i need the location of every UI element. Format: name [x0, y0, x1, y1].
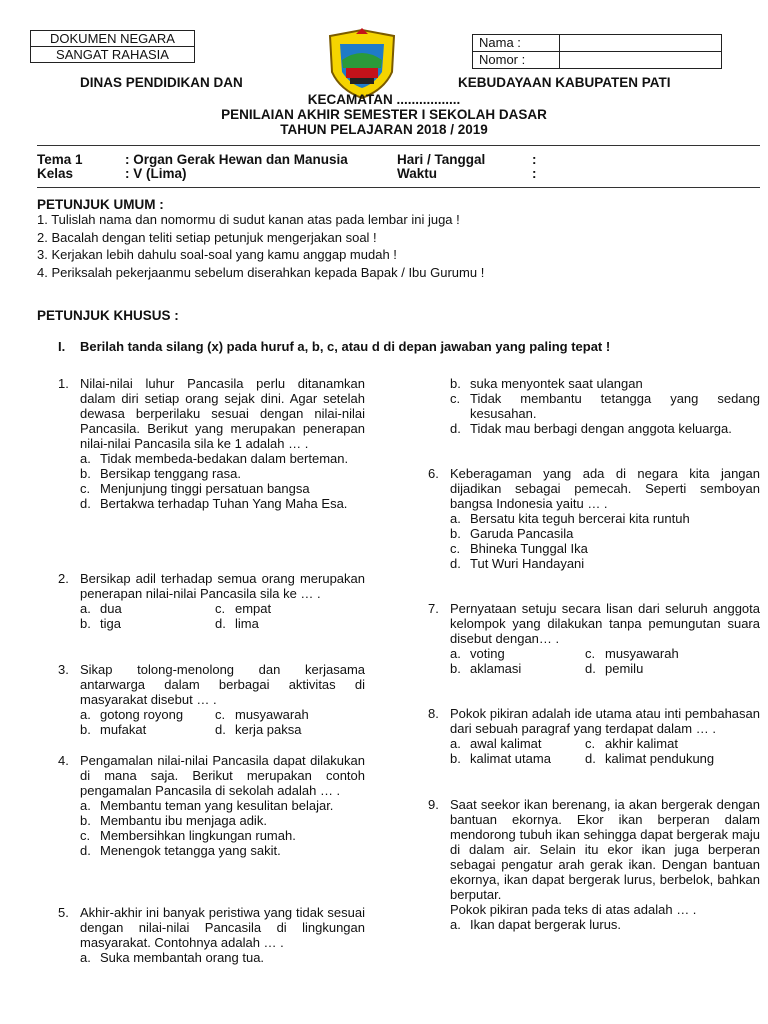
question-number: 3. — [58, 662, 69, 677]
question-5 — [58, 905, 365, 965]
option-text: Tidak membantu tetangga yang sedang kesusahan. — [470, 391, 760, 421]
option-letter: d. — [585, 661, 596, 676]
answer-option[interactable] — [450, 421, 760, 436]
answer-option[interactable] — [585, 736, 760, 751]
answer-option[interactable] — [585, 661, 760, 676]
answer-option[interactable] — [450, 526, 760, 541]
general-item: 1. Tulislah nama dan nomormu di sudut kanan atas pada lembar ini juga ! — [37, 212, 460, 227]
answer-option[interactable] — [215, 722, 365, 737]
question-text: Pokok pikiran adalah ide utama atau inti pembahasan dari sebuah paragraf yang terdapat dalam … . — [450, 706, 760, 736]
option-letter: d. — [450, 556, 461, 571]
option-letter: a. — [80, 707, 91, 722]
option-letter: b. — [450, 751, 461, 766]
option-letter: a. — [450, 917, 461, 932]
option-letter: a. — [450, 646, 461, 661]
question-7 — [428, 601, 760, 676]
theme-label: Tema 1 — [37, 152, 83, 167]
school-year: TAHUN PELAJARAN 2018 / 2019 — [280, 122, 488, 137]
answer-option[interactable] — [80, 707, 215, 722]
question-number: 2. — [58, 571, 69, 586]
option-text: Bersatu kita teguh bercerai kita runtuh — [470, 511, 690, 526]
option-text: lima — [235, 616, 259, 631]
option-letter: a. — [80, 950, 91, 965]
option-letter: d. — [80, 496, 91, 511]
option-text: pemilu — [605, 661, 644, 676]
option-letter: b. — [80, 813, 91, 828]
option-text: Tut Wuri Handayani — [470, 556, 585, 571]
option-text: voting — [470, 646, 505, 661]
option-letter: a. — [80, 601, 91, 616]
answer-option[interactable] — [80, 466, 365, 481]
answer-option[interactable] — [80, 798, 365, 813]
answer-option[interactable] — [450, 736, 585, 751]
divider — [37, 145, 760, 146]
name-field[interactable] — [560, 35, 721, 51]
answer-grid — [450, 736, 760, 766]
option-text: Suka membantah orang tua. — [100, 950, 265, 965]
option-text: tiga — [100, 616, 121, 631]
classification-box — [30, 30, 195, 63]
answer-option[interactable] — [80, 828, 365, 843]
option-text: empat — [235, 601, 272, 616]
answer-option[interactable] — [80, 616, 215, 631]
number-field[interactable] — [560, 52, 721, 68]
option-text: Menjunjung tinggi persatuan bangsa — [100, 481, 310, 496]
instruction-text: Berilah tanda silang (x) pada huruf a, b, c, atau d di depan jawaban yang paling tepat ! — [80, 339, 611, 354]
option-letter: a. — [80, 798, 91, 813]
day-value: : — [532, 152, 537, 167]
answer-option[interactable] — [585, 751, 760, 766]
option-text: musyawarah — [605, 646, 679, 661]
option-text: Bertakwa terhadap Tuhan Yang Maha Esa. — [100, 496, 348, 511]
option-letter: d. — [450, 421, 461, 436]
option-text: Membersihkan lingkungan rumah. — [100, 828, 296, 843]
question-number: 5. — [58, 905, 69, 920]
question-text: Bersikap adil terhadap semua orang merupakan penerapan nilai-nilai Pancasila sila ke … . — [80, 571, 365, 601]
question-text: Pernyataan setuju secara lisan dari seluruh anggota kelompok yang dilakukan tanpa pemungutan suara disebut dengan… . — [450, 601, 760, 646]
option-text: Membantu ibu menjaga adik. — [100, 813, 267, 828]
exam-title: PENILAIAN AKHIR SEMESTER I SEKOLAH DASAR — [221, 107, 547, 122]
answer-option[interactable] — [80, 813, 365, 828]
agency-right: KEBUDAYAAN KABUPATEN PATI — [458, 75, 671, 90]
option-text: Garuda Pancasila — [470, 526, 574, 541]
general-title: PETUNJUK UMUM : — [37, 197, 164, 212]
option-letter: c. — [450, 541, 461, 556]
question-3 — [58, 662, 365, 737]
option-text: Bhineka Tunggal Ika — [470, 541, 588, 556]
option-letter: c. — [215, 707, 226, 722]
question-4 — [58, 753, 365, 858]
option-text: gotong royong — [100, 707, 184, 722]
question-text: Nilai-nilai luhur Pancasila perlu ditanamkan dalam diri setiap orang sejak dini. Agar setelah dewasa berperilaku sesuai dengan nilai-nilai Pancasila. Berikut yang merupakan penerapan nilai-nilai Pancasila sila ke 1 adalah … . — [80, 376, 365, 451]
general-item: 3. Kerjakan lebih dahulu soal-soal yang kamu anggap mudah ! — [37, 247, 397, 262]
option-letter: b. — [80, 466, 91, 481]
option-letter: b. — [450, 661, 461, 676]
option-text: kalimat utama — [470, 751, 551, 766]
instruction-number: I. — [58, 339, 66, 354]
name-label: Nama : — [473, 35, 560, 51]
option-text: Bersikap tenggang rasa. — [100, 466, 241, 481]
question-number: 4. — [58, 753, 69, 768]
question-number: 7. — [428, 601, 439, 616]
answer-option[interactable] — [215, 601, 365, 616]
answer-grid — [450, 646, 760, 676]
general-item: 4. Periksalah pekerjaanmu sebelum diserahkan kepada Bapak / Ibu Gurumu ! — [37, 265, 485, 280]
option-letter: c. — [215, 601, 226, 616]
option-text: Membantu teman yang kesulitan belajar. — [100, 798, 334, 813]
general-item: 2. Bacalah dengan teliti setiap petunjuk mengerjakan soal ! — [37, 230, 377, 245]
option-text: Ikan dapat bergerak lurus. — [470, 917, 622, 932]
answer-option[interactable] — [450, 391, 760, 421]
answer-option[interactable] — [80, 601, 215, 616]
regency-logo — [324, 28, 400, 100]
option-letter: c. — [585, 736, 596, 751]
special-title: PETUNJUK KHUSUS : — [37, 308, 179, 323]
question-8 — [428, 706, 760, 766]
option-letter: a. — [80, 451, 91, 466]
answer-option[interactable] — [450, 661, 585, 676]
question-5-cont — [428, 376, 760, 436]
option-letter: b. — [80, 616, 91, 631]
question-prompt: Pokok pikiran pada teks di atas adalah … . — [450, 902, 697, 917]
answer-option[interactable] — [80, 451, 365, 466]
question-1 — [58, 376, 365, 511]
option-letter: b. — [80, 722, 91, 737]
option-text: Tidak membeda-bedakan dalam berteman. — [100, 451, 349, 466]
class-value: : V (Lima) — [125, 166, 187, 181]
question-2 — [58, 571, 365, 631]
answer-option[interactable] — [450, 376, 760, 391]
option-text: mufakat — [100, 722, 147, 737]
number-label: Nomor : — [473, 52, 560, 68]
option-text: musyawarah — [235, 707, 309, 722]
question-number: 1. — [58, 376, 69, 391]
answer-option[interactable] — [450, 646, 585, 661]
option-letter: c. — [80, 481, 91, 496]
theme-value: : Organ Gerak Hewan dan Manusia — [125, 152, 348, 167]
day-label: Hari / Tanggal — [397, 152, 486, 167]
option-text: awal kalimat — [470, 736, 542, 751]
time-label: Waktu — [397, 166, 437, 181]
answer-option[interactable] — [450, 511, 760, 526]
option-letter: c. — [450, 391, 461, 406]
question-6 — [428, 466, 760, 571]
option-text: kerja paksa — [235, 722, 302, 737]
option-text: aklamasi — [470, 661, 522, 676]
question-9 — [428, 797, 760, 932]
option-text: kalimat pendukung — [605, 751, 715, 766]
question-text: Akhir-akhir ini banyak peristiwa yang tidak sesuai dengan nilai-nilai Pancasila di lingkungan masyarakat. Contohnya adalah … . — [80, 905, 365, 950]
option-letter: a. — [450, 736, 461, 751]
option-text: akhir kalimat — [605, 736, 678, 751]
answer-option[interactable] — [450, 751, 585, 766]
answer-option[interactable] — [80, 722, 215, 737]
answer-option[interactable] — [450, 917, 760, 932]
option-letter: c. — [585, 646, 596, 661]
identity-table — [472, 34, 722, 69]
option-text: suka menyontek saat ulangan — [470, 376, 643, 391]
answer-option[interactable] — [450, 541, 760, 556]
class-label: Kelas — [37, 166, 74, 181]
question-text: Keberagaman yang ada di negara kita jangan dijadikan sebagai pemecah. Seperti semboyan bangsa Indonesia yaitu … . — [450, 466, 760, 511]
option-letter: b. — [450, 376, 461, 391]
option-letter: d. — [80, 843, 91, 858]
question-number: 6. — [428, 466, 439, 481]
answer-grid — [80, 601, 365, 631]
option-letter: d. — [585, 751, 596, 766]
answer-option[interactable] — [215, 707, 365, 722]
answer-grid — [80, 707, 365, 737]
doc-label: DOKUMEN NEGARA — [50, 31, 175, 46]
option-letter: a. — [450, 511, 461, 526]
question-number: 9. — [428, 797, 439, 812]
answer-option[interactable] — [80, 843, 365, 858]
question-text: Sikap tolong-menolong dan kerjasama antarwarga dalam berbagai aktivitas di masyarakat disebut … . — [80, 662, 365, 707]
option-letter: b. — [450, 526, 461, 541]
question-text: Pengamalan nilai-nilai Pancasila dapat dilakukan di mana saja. Berikut merupakan contoh pengamalan Pancasila di sekolah adalah … . — [80, 753, 365, 798]
option-letter: d. — [215, 616, 226, 631]
question-number: 8. — [428, 706, 439, 721]
divider — [37, 187, 760, 188]
answer-option[interactable] — [215, 616, 365, 631]
answer-option[interactable] — [80, 950, 365, 965]
time-value: : — [532, 166, 537, 181]
answer-option[interactable] — [80, 481, 365, 496]
option-text: dua — [100, 601, 122, 616]
option-text: Tidak mau berbagi dengan anggota keluarga. — [470, 421, 732, 436]
question-text: Saat seekor ikan berenang, ia akan bergerak dengan bantuan ekornya. Ekor ikan berperan dalam mendorong tubuh ikan sehingga dapat bergerak maju di dalam air. Selain itu ekor ikan juga berperan sebagai pengatur arah gerak ikan. Dengan bantuan ekornya, ikan dapat bergerak lurus, berbelok, bahkan berputar. — [450, 797, 760, 902]
answer-option[interactable] — [80, 496, 365, 511]
option-letter: c. — [80, 828, 91, 843]
secret-label: SANGAT RAHASIA — [31, 46, 194, 62]
district: KECAMATAN ................. — [307, 92, 461, 107]
answer-option[interactable] — [450, 556, 760, 571]
agency-left: DINAS PENDIDIKAN DAN — [80, 75, 243, 90]
option-letter: d. — [215, 722, 226, 737]
option-text: Menengok tetangga yang sakit. — [100, 843, 281, 858]
answer-option[interactable] — [585, 646, 760, 661]
